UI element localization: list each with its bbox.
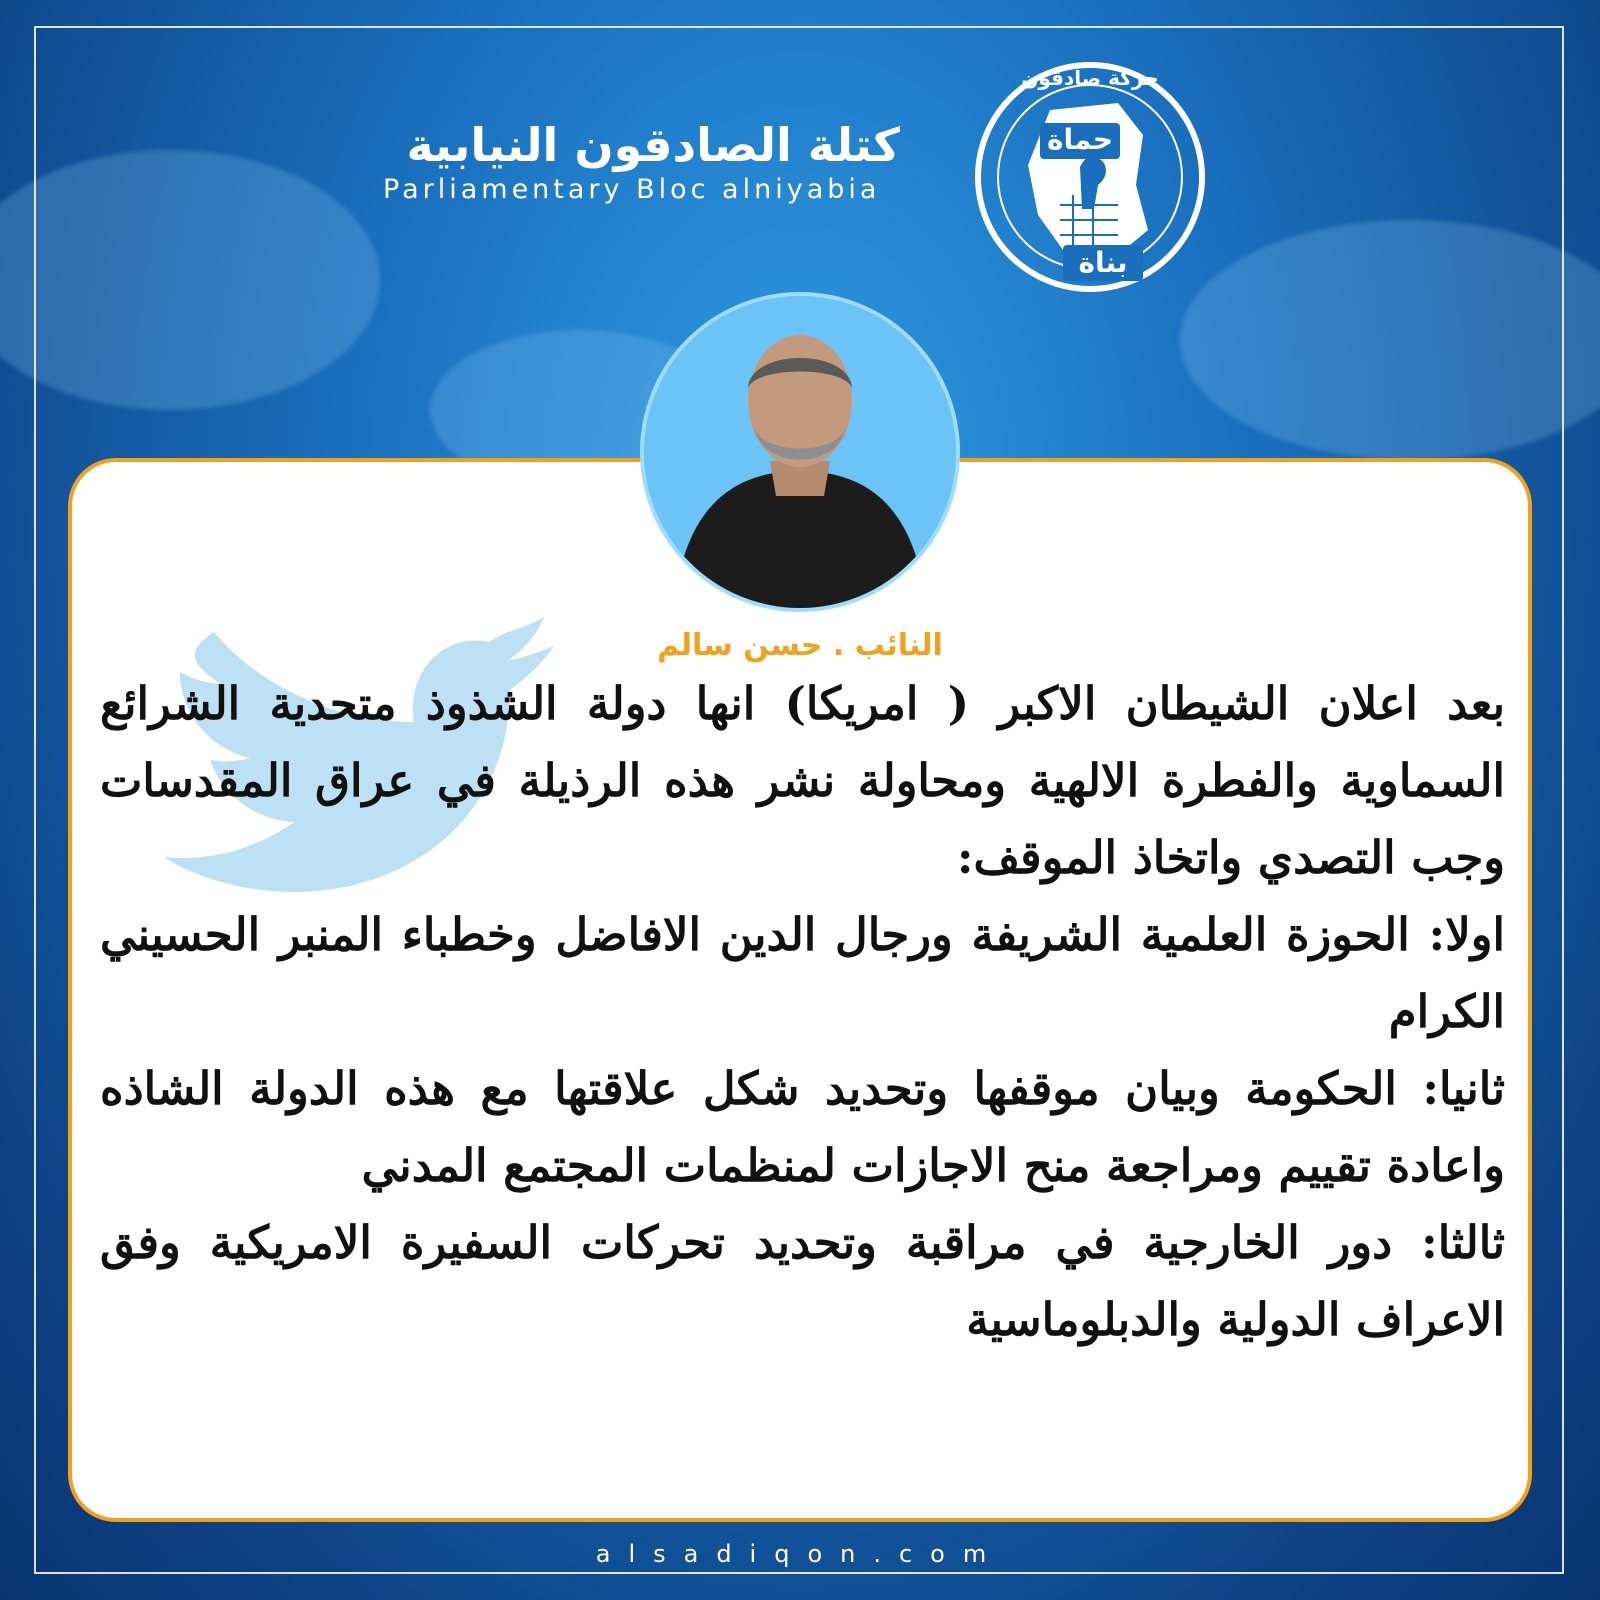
bloc-title-english: Parliamentary Bloc alniyabia (383, 174, 881, 205)
bloc-title-arabic: كتلة الصادقون النيابية (406, 118, 900, 172)
statement-point-2: ثانيا: الحكومة وبيان موقفها وتحديد شكل علاقتها مع هذه الدولة الشاذه واعادة تقييم ومراجعة منح الاجازات لمنظمات المجتمع المدني (100, 1062, 1505, 1192)
speaker-photo-icon (644, 296, 956, 608)
logo-text-middle: حماة (1047, 123, 1113, 156)
statement-point-3: ثالثا: دور الخارجية في مراقبة وتحديد تحركات السفيرة الامريكية وفق الاعراف الدولية والدبلوماسية (100, 1216, 1505, 1346)
logo-text-top: حركة صادقون (1021, 66, 1159, 90)
logo-text-bottom: بناة (1078, 246, 1128, 279)
statement-point-1: اولا: الحوزة العلمية الشريفة ورجال الدين الافاضل وخطباء المنبر الحسيني الكرام (100, 908, 1505, 1038)
sadiqon-movement-logo-icon (968, 55, 1213, 300)
statement-intro: بعد اعلان الشيطان الاكبر ( امريكا) انها دولة الشذوذ متحدية الشرائع السماوية والفطرة الالهية ومحاولة نشر هذه الرذيلة في عراق المقدسات وجب التصدي واتخاذ الموقف: (100, 677, 1505, 884)
speaker-portrait (640, 292, 960, 612)
website-url: alsadiqon.com (595, 1540, 1005, 1568)
statement-body (100, 665, 1505, 1358)
speaker-name: النائب . حسن سالم (657, 628, 943, 663)
